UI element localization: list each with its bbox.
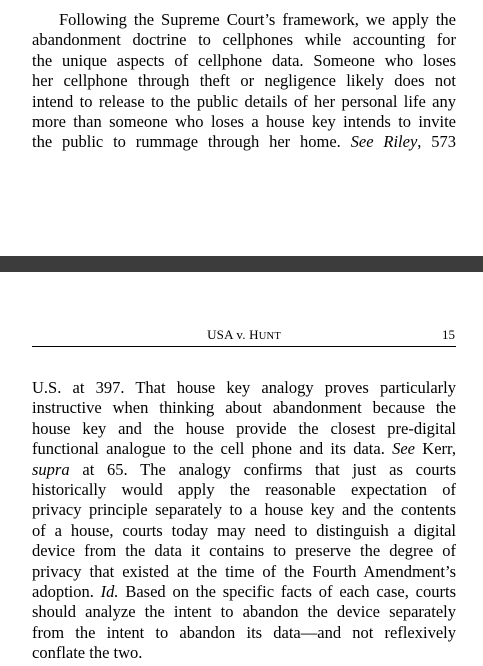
text-line: her cellphone through theft or negligence likely does not [32,71,456,91]
text-line: device from the data it contains to preserve the degree of [32,541,456,561]
text-line: should analyze the intent to abandon the device separately [32,602,456,622]
text-line: functional analogue to the cell phone and its data. See Kerr, [32,439,456,459]
text-line: of a house, courts today may need to distinguish a digital [32,520,456,540]
signal-word: Id. [100,582,119,602]
text-line: privacy that existed at the time of the Fourth Amendment’s [32,561,456,581]
text-line: intend to release to the public details of her personal life any [32,91,456,111]
text-line: more than someone who loses a house key intends to invite [32,112,456,132]
case-citation: See Riley [350,132,418,152]
text-line: U.S. at 397. That house key analogy proves particularly [32,378,456,397]
text-line: the unique aspects of cellphone data. Someone who loses [32,50,456,70]
bottom-paragraph [32,378,456,664]
text-line: historically would apply the reasonable expectation of [32,480,456,500]
running-title: USA v. HUNT [207,327,281,342]
text-line: Following the Supreme Court’s framework, we apply the [59,10,456,29]
text-line: from the intent to abandon its data—and not reflexively [32,622,456,642]
text-line: conflate the two. [32,643,143,663]
signal-word: supra [32,459,70,479]
running-head [32,324,456,347]
text-line: abandonment doctrine to cellphones while accounting for [32,30,456,50]
text-line: the public to rummage through her home. See Riley, 573 [32,132,456,152]
page-separator [0,256,483,272]
text-line: supra at 65. The analogy confirms that just as courts [32,459,456,479]
previous-page [0,0,483,256]
text-line: house key and the house provide the closest pre-digital [32,418,456,438]
current-page [0,272,483,666]
top-paragraph [32,10,456,153]
text-line: adoption. Id. Based on the specific facts of each case, courts [32,582,456,602]
signal-word: See [392,439,416,459]
text-line: instructive when thinking about abandonment because the [32,398,456,418]
page-number: 15 [442,327,455,342]
text-line: privacy principle separately to a house key and the contents [32,500,456,520]
